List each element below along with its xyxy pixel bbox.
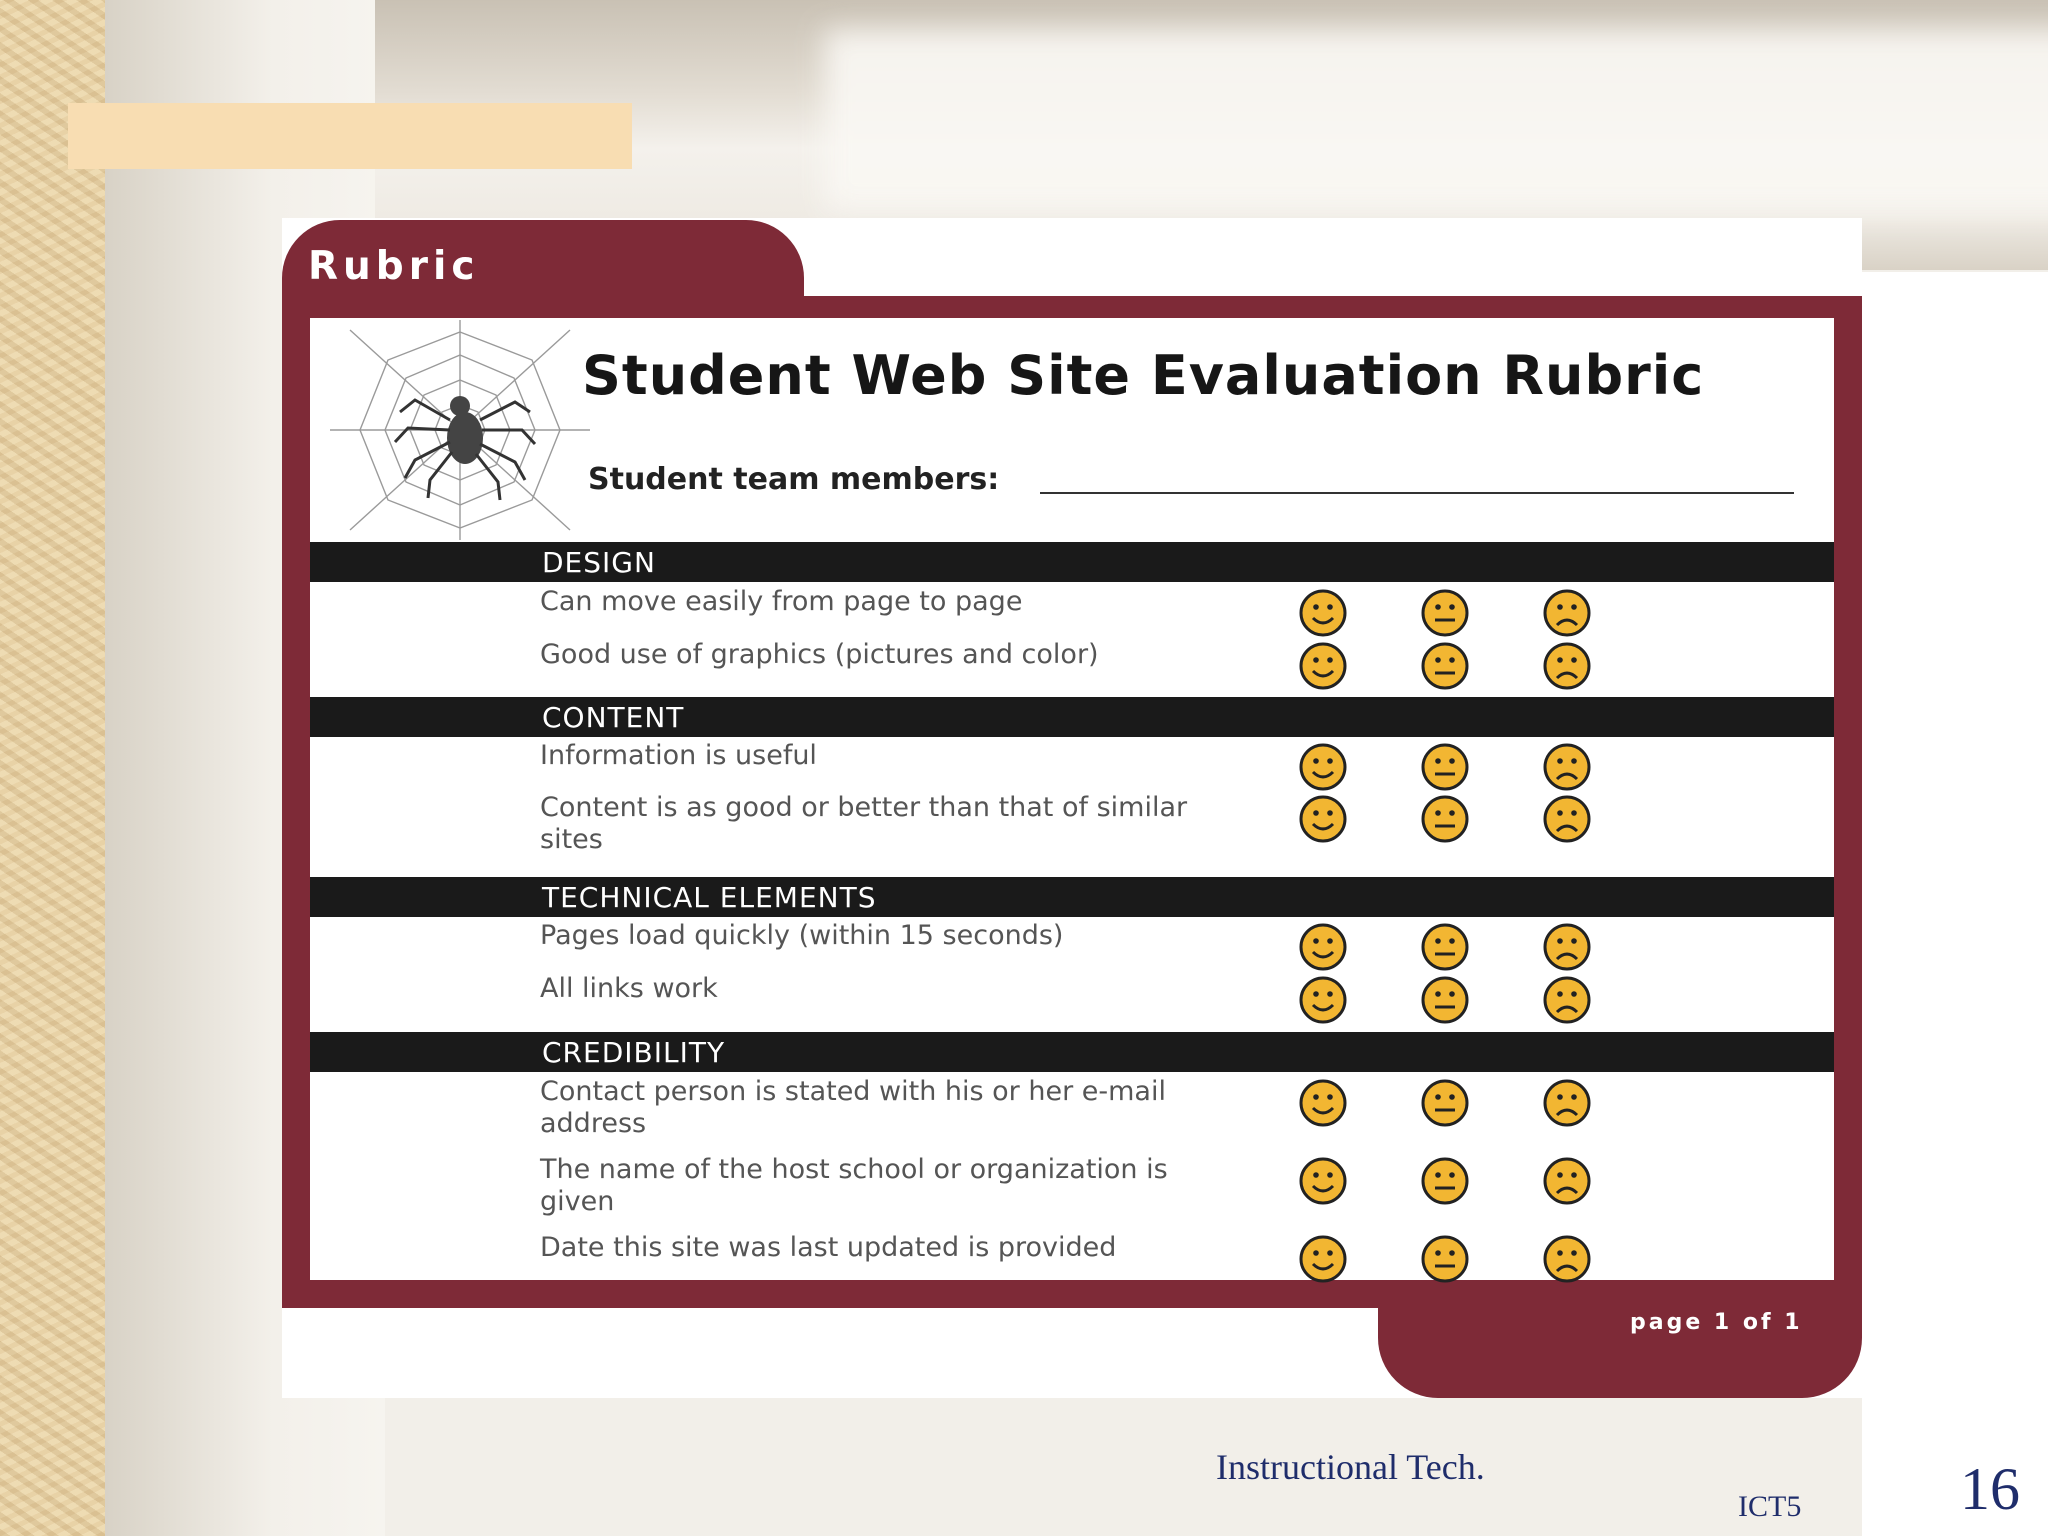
team-members-field[interactable] (1040, 492, 1794, 494)
criterion-text: Date this site was last updated is provided (540, 1232, 1117, 1263)
criterion-text: Contact person is stated with his or her e-mail address (540, 1076, 1166, 1139)
rubric-title: Student Web Site Evaluation Rubric (582, 344, 1705, 407)
neutral-face-icon[interactable] (1420, 1234, 1470, 1284)
neutral-face-icon[interactable] (1420, 922, 1470, 972)
neutral-face-icon[interactable] (1420, 975, 1470, 1025)
neutral-face-icon[interactable] (1420, 742, 1470, 792)
criterion-text: Can move easily from page to page (540, 586, 1023, 617)
section-heading: CONTENT (542, 701, 685, 734)
frowning-face-icon[interactable] (1542, 1234, 1592, 1284)
smiley-face-icon[interactable] (1298, 922, 1348, 972)
frowning-face-icon[interactable] (1542, 641, 1592, 691)
frowning-face-icon[interactable] (1542, 1078, 1592, 1128)
smiley-face-icon[interactable] (1298, 975, 1348, 1025)
neutral-face-icon[interactable] (1420, 1078, 1470, 1128)
section-heading: CREDIBILITY (542, 1036, 726, 1069)
section-header (310, 1032, 1834, 1072)
right-margin-panel (1862, 272, 2048, 1536)
smiley-face-icon[interactable] (1298, 742, 1348, 792)
frowning-face-icon[interactable] (1542, 742, 1592, 792)
smiley-face-icon[interactable] (1298, 1078, 1348, 1128)
paper-texture-strip (0, 0, 105, 1536)
frowning-face-icon[interactable] (1542, 922, 1592, 972)
criterion-text: Content is as good or better than that of similar sites (540, 792, 1188, 855)
neutral-face-icon[interactable] (1420, 1156, 1470, 1206)
accent-bar (68, 103, 632, 169)
team-members-label: Student team members: (588, 462, 1000, 497)
neutral-face-icon[interactable] (1420, 641, 1470, 691)
section-header (310, 542, 1834, 582)
smiley-face-icon[interactable] (1298, 1234, 1348, 1284)
smiley-face-icon[interactable] (1298, 641, 1348, 691)
criterion-text: Good use of graphics (pictures and color) (540, 639, 1099, 670)
section-heading: TECHNICAL ELEMENTS (542, 881, 877, 914)
smiley-face-icon[interactable] (1298, 1156, 1348, 1206)
course-code: ICT5 (1738, 1490, 1802, 1523)
page-indicator: page 1 of 1 (1630, 1310, 1803, 1335)
smiley-face-icon[interactable] (1298, 794, 1348, 844)
section-heading: DESIGN (542, 546, 656, 579)
course-name: Instructional Tech. (1216, 1447, 1485, 1487)
criterion-text: Information is useful (540, 740, 817, 771)
section-header (310, 697, 1834, 737)
criterion-text: The name of the host school or organization is given (540, 1154, 1168, 1217)
frowning-face-icon[interactable] (1542, 794, 1592, 844)
smiley-face-icon[interactable] (1298, 588, 1348, 638)
neutral-face-icon[interactable] (1420, 794, 1470, 844)
section-header (310, 877, 1834, 917)
slide-number: 16 (1960, 1456, 2020, 1522)
frowning-face-icon[interactable] (1542, 588, 1592, 638)
neutral-face-icon[interactable] (1420, 588, 1470, 638)
spider-web-icon (320, 320, 600, 540)
criterion-text: Pages load quickly (within 15 seconds) (540, 920, 1064, 951)
rubric-tab-label: Rubric (308, 244, 480, 289)
frowning-face-icon[interactable] (1542, 975, 1592, 1025)
criterion-text: All links work (540, 973, 718, 1004)
frowning-face-icon[interactable] (1542, 1156, 1592, 1206)
